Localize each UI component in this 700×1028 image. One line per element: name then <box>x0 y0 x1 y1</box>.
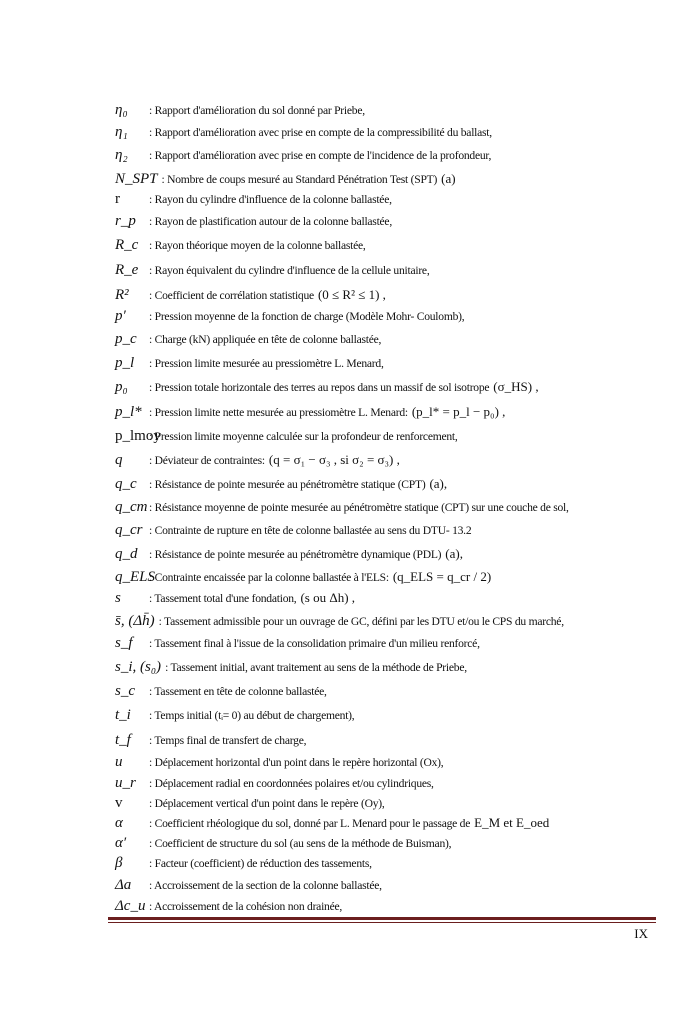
description: : Pression totale horizontale des terres au repos dans un massif de sol isotrope <box>149 380 490 394</box>
description: : Résistance de pointe mesurée au pénétromètre statique (CPT) <box>149 477 426 491</box>
description: : Rayon équivalent du cylindre d'influence de la cellule unitaire, <box>149 263 430 277</box>
notation-row <box>115 497 569 517</box>
symbol: u_r <box>115 774 136 791</box>
description: : Tassement final à l'issue de la consolidation primaire d'un milieu renforcé, <box>149 636 480 650</box>
symbol: s <box>115 589 121 606</box>
description: : Tassement initial, avant traitement au sens de la méthode de Priebe, <box>165 660 467 674</box>
notation-row <box>115 329 381 349</box>
description: : Pression limite moyenne calculée sur la profondeur de renforcement, <box>149 429 458 443</box>
notation-row <box>115 681 327 701</box>
notation-row <box>115 260 429 280</box>
symbol: β <box>115 854 123 871</box>
notation-row <box>115 588 355 608</box>
symbol: α <box>115 814 123 831</box>
description: : Coefficient de structure du sol (au sens de la méthode de Buisman), <box>149 836 452 850</box>
description: : Facteur (coefficient) de réduction des tassements, <box>149 856 372 870</box>
notation-row <box>115 377 539 397</box>
notation-row <box>115 402 505 422</box>
description: : Rayon du cylindre d'influence de la colonne ballastée, <box>149 192 392 206</box>
notation-row <box>115 474 447 494</box>
notation-row <box>115 633 480 653</box>
symbol: p₀ <box>115 378 128 395</box>
symbol: Δa <box>115 876 132 893</box>
notation-row <box>115 145 491 165</box>
description: : Coefficient de corrélation statistique <box>149 288 314 302</box>
math-expression: (σ_HS) , <box>493 379 539 394</box>
symbol: p_c <box>115 330 137 347</box>
description: : Déplacement radial en coordonnées polaires et/ou cylindriques, <box>149 776 434 790</box>
description: : Contrainte encaissée par la colonne ballastée à l'ELS: <box>149 570 389 584</box>
notation-row <box>115 752 443 772</box>
description: : Rayon théorique moyen de la colonne ballastée, <box>149 238 366 252</box>
math-expression: (a), <box>429 476 448 491</box>
description: : Déviateur de contraintes: <box>149 453 265 467</box>
symbol: p_l <box>115 354 135 371</box>
description: : Nombre de coups mesuré au Standard Pénétration Test (SPT) <box>161 172 438 186</box>
symbol: p′ <box>115 307 126 324</box>
symbol: α′ <box>115 834 127 851</box>
description: : Accroissement de la section de la colonne ballastée, <box>149 878 382 892</box>
description: : Déplacement vertical d'un point dans le repère (Oy), <box>149 796 385 810</box>
notation-row <box>115 773 434 793</box>
description: : Rapport d'amélioration avec prise en compte de l'incidence de la profondeur, <box>149 148 492 162</box>
description: : Pression limite mesurée au pressiomètre L. Menard, <box>149 356 384 370</box>
math-expression: (0 ≤ R² ≤ 1) , <box>317 287 386 302</box>
symbol: s_c <box>115 682 135 699</box>
symbol: r <box>115 190 120 207</box>
symbol: t_i <box>115 706 131 723</box>
symbol: t_f <box>115 731 131 748</box>
description: : Déplacement horizontal d'un point dans le repère horizontal (Ox), <box>149 755 444 769</box>
notation-row <box>115 100 365 120</box>
math-expression: E_M et E_oed <box>474 815 550 830</box>
math-expression: (q = σ₁ − σ₃ , si σ₂ = σ₃) , <box>268 452 400 467</box>
description: : Pression moyenne de la fonction de charge (Modèle Mohr- Coulomb), <box>149 309 465 323</box>
notation-row <box>115 169 456 189</box>
notation-row <box>115 544 463 564</box>
symbol: q_ELS <box>115 568 156 585</box>
symbol: q <box>115 451 123 468</box>
symbol: u <box>115 753 123 770</box>
symbol: s_f <box>115 634 133 651</box>
symbol: η₁ <box>115 123 128 140</box>
symbol: q_d <box>115 545 138 562</box>
notation-row <box>115 657 467 677</box>
notation-row <box>115 875 382 895</box>
notation-row <box>115 730 306 750</box>
description: : Tassement en tête de colonne ballastée, <box>149 684 327 698</box>
description: : Temps final de transfert de charge, <box>149 733 307 747</box>
symbol: p_l* <box>115 403 142 420</box>
symbol: R² <box>115 286 129 303</box>
math-expression: (a) <box>441 171 456 186</box>
symbol: p_lmoy <box>115 427 161 444</box>
description: : Pression limite nette mesurée au pressiomètre L. Menard: <box>149 405 408 419</box>
symbol: q_cr <box>115 521 143 538</box>
notation-row <box>115 189 392 209</box>
notation-row <box>115 353 384 373</box>
symbol: Δc_u <box>115 897 146 914</box>
description: : Temps initial (tᵢ= 0) au début de chargement), <box>149 708 355 722</box>
description: : Accroissement de la cohésion non drainée, <box>149 899 343 913</box>
description: : Charge (kN) appliquée en tête de colonne ballastée, <box>149 332 382 346</box>
notation-row <box>115 211 392 231</box>
notation-row <box>115 235 366 255</box>
math-expression: (q_ELS = q_cr / 2) <box>392 569 492 584</box>
page-number: IX <box>634 926 648 941</box>
symbol: η₀ <box>115 101 128 118</box>
symbol: s_i, (s₀) <box>115 658 162 675</box>
notation-row <box>115 520 471 540</box>
notation-row <box>115 793 385 813</box>
symbol: N_SPT <box>115 170 158 187</box>
symbol: q_c <box>115 475 137 492</box>
symbol: η₂ <box>115 146 128 163</box>
math-expression: (s ou Δh) , <box>300 590 356 605</box>
description: : Coefficient rhéologique du sol, donné par L. Menard pour le passage de <box>149 816 471 830</box>
symbol: R_e <box>115 261 139 278</box>
math-expression: (a), <box>445 546 463 561</box>
notation-row <box>115 567 491 587</box>
symbol: v <box>115 794 123 811</box>
description: : Résistance de pointe mesurée au pénétromètre dynamique (PDL) <box>149 547 442 561</box>
description: : Tassement admissible pour un ouvrage de GC, défini par les DTU et/ou le CPS du marché, <box>158 614 564 628</box>
notation-row <box>115 705 354 725</box>
notation-row <box>115 833 451 853</box>
symbol: r_p <box>115 212 136 229</box>
notation-row <box>115 122 492 142</box>
math-expression: (p_l* = p_l − p₀) , <box>411 404 506 419</box>
description: : Rapport d'amélioration du sol donné par Priebe, <box>149 103 365 117</box>
symbol: s̄, (Δh̄) <box>115 612 155 629</box>
symbol: R_c <box>115 236 139 253</box>
description: : Rapport d'amélioration avec prise en compte de la compressibilité du ballast, <box>149 125 492 139</box>
footer-rule <box>108 917 656 923</box>
description: : Rayon de plastification autour de la colonne ballastée, <box>149 214 392 228</box>
notation-row <box>115 813 549 833</box>
notation-row <box>115 450 400 470</box>
description: : Résistance moyenne de pointe mesurée au pénétromètre statique (CPT) sur une couche de sol, <box>149 500 569 514</box>
notation-row <box>115 306 464 326</box>
description: : Tassement total d'une fondation, <box>149 591 297 605</box>
description: : Contrainte de rupture en tête de colonne ballastée au sens du DTU- 13.2 <box>149 523 472 537</box>
notation-row <box>115 285 386 305</box>
symbol: q_cm <box>115 498 148 515</box>
notation-row <box>115 611 564 631</box>
notation-row <box>115 426 458 446</box>
notation-row <box>115 896 342 916</box>
notation-row <box>115 853 372 873</box>
